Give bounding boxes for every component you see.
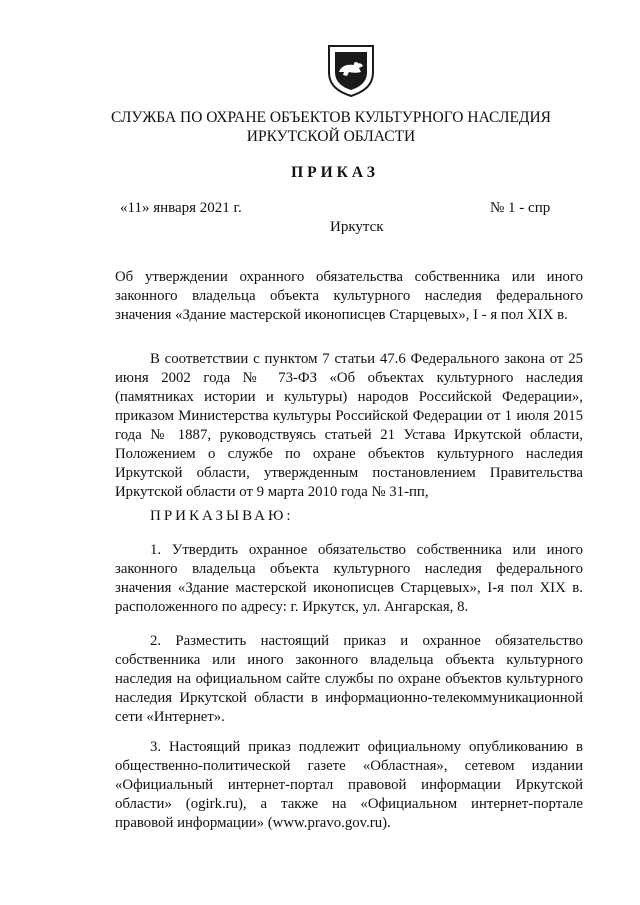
order-item-text: 1. Утвердить охранное обязательство собственника или иного законного владельца объекта культурного наследия федерального значения «Здание мастерской иконописцев Старцевых», I-я пол XIX в. расположенного по адресу: г. Иркутск, ул. Ангарская, 8. [115,542,583,615]
coat-of-arms-icon [323,42,379,98]
document-city: Иркутск [330,219,384,235]
order-item-1 [115,541,583,617]
preamble-text: В соответствии с пунктом 7 статьи 47.6 Федерального закона от 25 июня 2002 года № 73-ФЗ «Об объектах культурного наследия (памятниках истории и культуры) народов Российской Федерации», приказом Министерства культуры Российской Федерации от 1 июля 2015 года № 1887, руководствуясь статьей 21 Устава Иркутской области, Положением о службе по охране объектов культурного наследия Иркутской области, утвержденным постановлением Правительства Иркутской области от 9 марта 2010 года № 31-пп, [115,351,583,500]
document-type-title: ПРИКАЗ [291,164,379,181]
order-item-2 [115,632,583,727]
order-item-3 [115,738,583,833]
agency-name-line2: ИРКУТСКОЙ ОБЛАСТИ [246,128,416,145]
document-date: «11» января 2021 г. [120,200,242,216]
subject-text: Об утверждении охранного обязательства собственника или иного законного владельца объекта культурного наследия федерального значения «Здание мастерской иконописцев Старцевых», I - я пол XIX в. [115,269,583,323]
order-word: ПРИКАЗЫВАЮ: [150,508,294,524]
document-number: № 1 - спр [490,200,551,216]
order-item-text: 2. Разместить настоящий приказ и охранное обязательство собственника или иного законного владельца объекта культурного наследия на официальном сайте службы по охране объектов культурного наследия Иркутской области в информационно-телекоммуникационной сети «Интернет». [115,633,583,725]
order-item-text: 3. Настоящий приказ подлежит официальному опубликованию в общественно-политической газете «Областная», сетевом издании «Официальный интернет-портал правовой информации Иркутской области» (ogirk.ru), а также на «Официальном интернет-портале правовой информации» (www.pravo.gov.ru). [115,739,583,831]
document-preamble [115,350,583,502]
document-subject [115,268,583,325]
agency-name-line1: СЛУЖБА ПО ОХРАНЕ ОБЪЕКТОВ КУЛЬТУРНОГО НАСЛЕДИЯ [110,109,552,126]
